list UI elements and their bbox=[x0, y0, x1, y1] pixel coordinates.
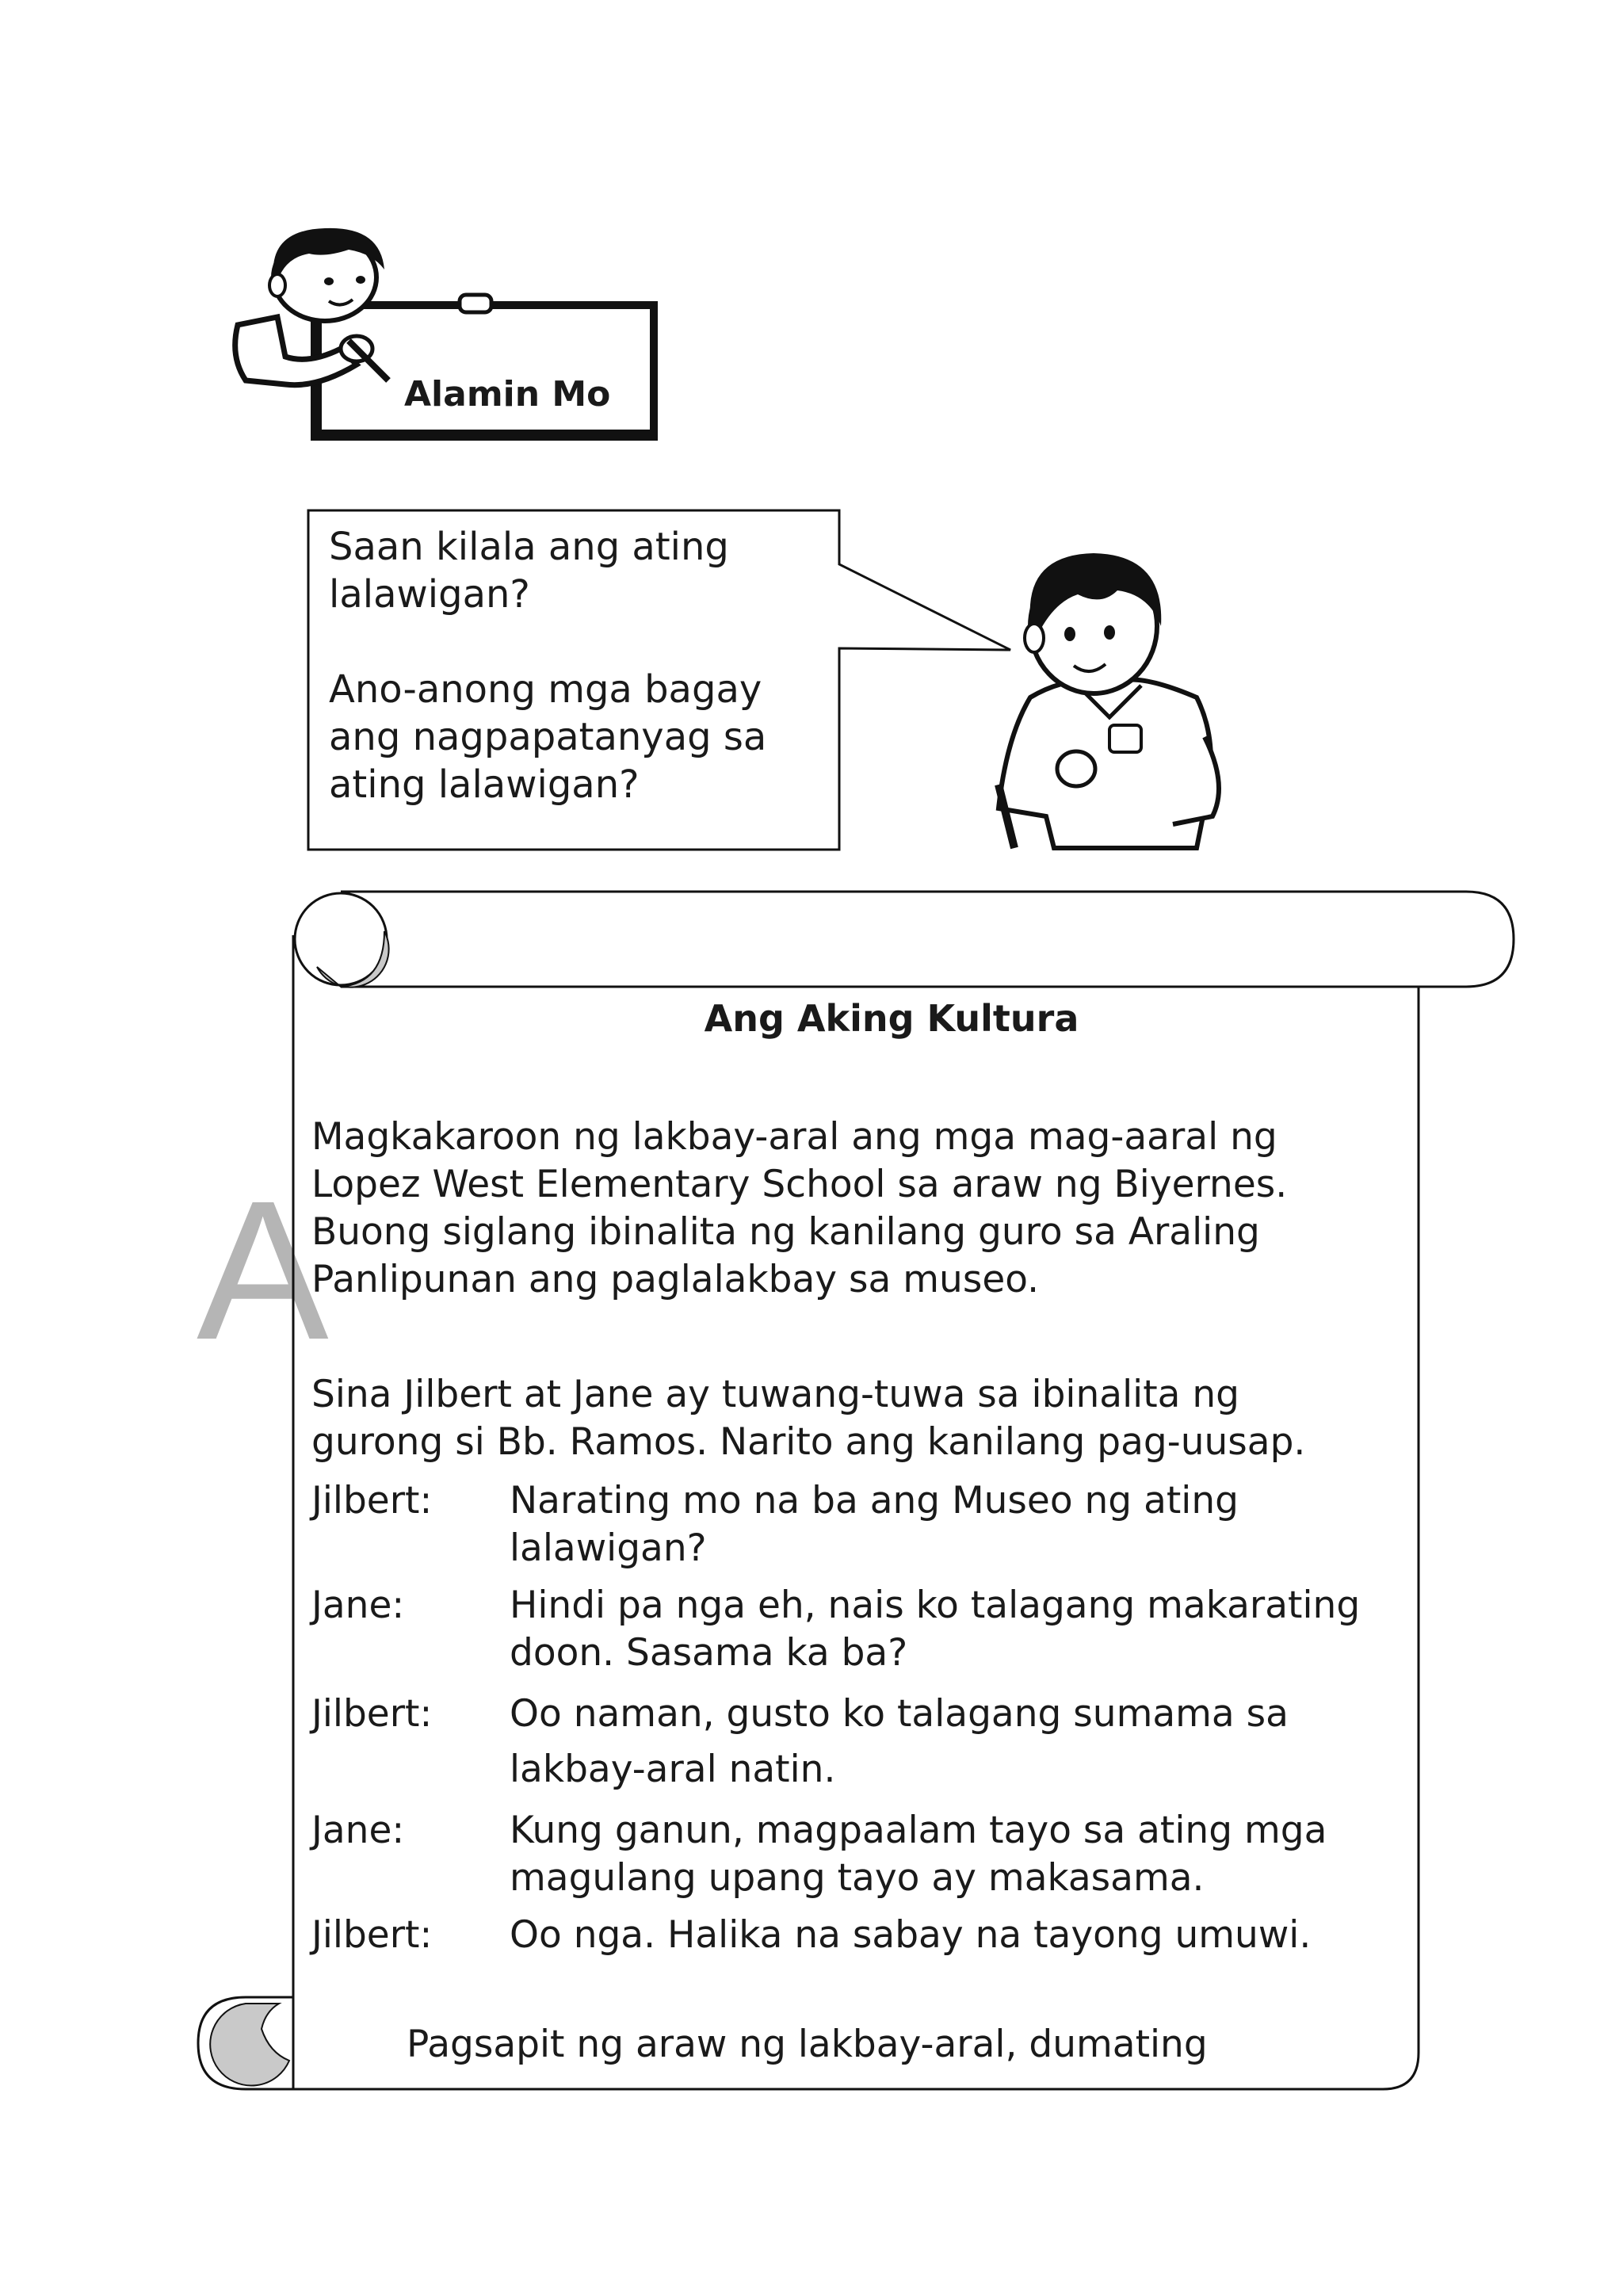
dialogue-row bbox=[311, 1477, 1421, 1572]
dialogue-speaker: Jane: bbox=[311, 1809, 405, 1852]
watermark-letter: A bbox=[197, 1159, 329, 1381]
dialogue-speaker: Jane: bbox=[311, 1584, 405, 1627]
story-title: Ang Aking Kultura bbox=[704, 997, 1079, 1040]
story-paragraph-1: Magkakaroon ng lakbay-aral ang mga mag-aaral ng Lopez West Elementary School sa araw ng Biyernes. Buong siglang ibinalita ng kanilang guro sa Araling Panlipunan ang paglalakbay sa museo. bbox=[311, 1115, 1288, 1301]
story-paragraph-2: Sina Jilbert at Jane ay tuwang-tuwa sa ibinalita ng gurong si Bb. Ramos. Narito ang kanilang pag-uusap. bbox=[311, 1373, 1306, 1464]
section-sign-label: Alamin Mo bbox=[404, 374, 611, 415]
dialogue-line: Narating mo na ba ang Museo ng ating lalawigan? bbox=[510, 1479, 1239, 1570]
dialogue-speaker: Jilbert: bbox=[311, 1692, 433, 1736]
dialogue-row bbox=[311, 1807, 1421, 1902]
bubble-question-2: Ano-anong mga bagay ang nagpapatanyag sa ating lalawigan? bbox=[329, 667, 767, 807]
dialogue-speaker: Jilbert: bbox=[311, 1479, 433, 1522]
cut-off-line bbox=[311, 2019, 1421, 2066]
dialogue-line: Hindi pa nga eh, nais ko talagang makarating doon. Sasama ka ba? bbox=[510, 1584, 1361, 1675]
dialogue-list bbox=[311, 1477, 1421, 1969]
dialogue-row bbox=[311, 1582, 1421, 1677]
cut-off-text: Pagsapit ng araw ng lakbay-aral, dumating bbox=[407, 2023, 1208, 2066]
dialogue-line: Oo nga. Halika na sabay na tayong umuwi. bbox=[510, 1913, 1312, 1957]
dialogue-line: Oo naman, gusto ko talagang sumama sa lakbay-aral natin. bbox=[510, 1692, 1289, 1791]
bubble-question-1: Saan kilala ang ating lalawigan? bbox=[329, 525, 729, 617]
dialogue-row bbox=[311, 1912, 1421, 1959]
dialogue-speaker: Jilbert: bbox=[311, 1913, 433, 1957]
dialogue-line: Kung ganun, magpaalam tayo sa ating mga magulang upang tayo ay makasama. bbox=[510, 1809, 1327, 1900]
dialogue-row bbox=[311, 1687, 1421, 1797]
